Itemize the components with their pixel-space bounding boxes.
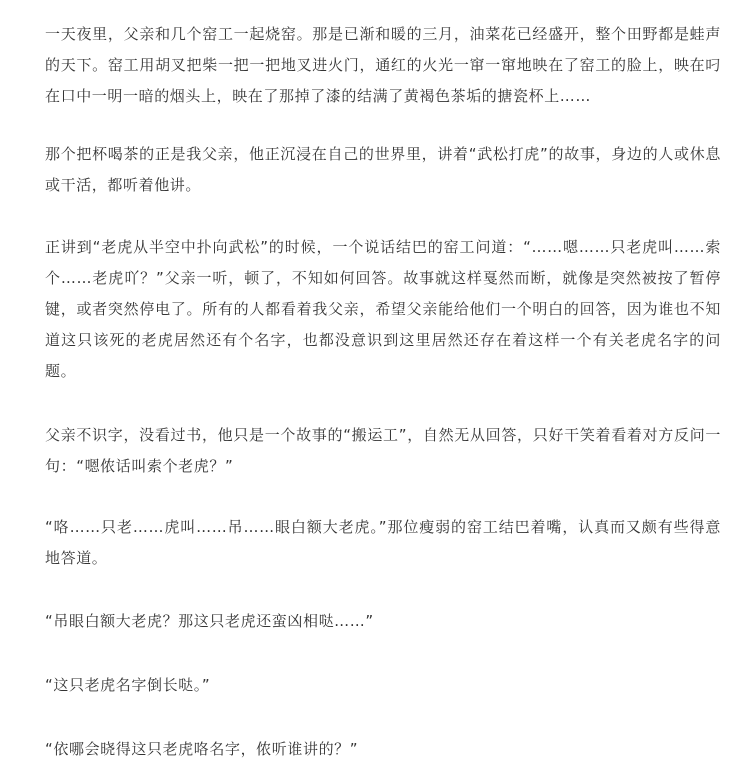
paragraph-dialogue-fierce: “吊眼白额大老虎？那这只老虎还蛮凶相哒……”	[45, 612, 374, 630]
paragraph-dialogue-who-told: “依哪会晓得这只老虎咯名字，侬听谁讲的？”	[45, 740, 359, 758]
paragraph-kiln-night: 一天夜里，父亲和几个窑工一起烧窑。那是已渐和暖的三月，油菜花已经盛开，整个田野都是蛙声的天下。窑工用胡叉把柴一把一把地叉进火门，通红的火光一窜一窜地映在了窑工的脸上，映在叼在口中一明一暗的烟头上，映在了那掉了漆的结满了黄褐色茶垢的搪瓷杯上……	[45, 25, 721, 105]
article-body	[45, 19, 721, 765]
paragraph-father-reply: 父亲不识字，没看过书，他只是一个故事的“搬运工”，自然无从回答，只好干笑着看着对方反问一句：“嗯侬话叫索个老虎？”	[45, 426, 721, 475]
paragraph-father-storytelling: 那个把杯喝茶的正是我父亲，他正沉浸在自己的世界里，讲着“武松打虎”的故事，身边的人或休息或干活，都听着他讲。	[45, 145, 721, 194]
paragraph-worker-answer: “咯……只老……虎叫……吊……眼白额大老虎。”那位瘦弱的窑工结巴着嘴，认真而又颇有些得意地答道。	[45, 518, 721, 567]
paragraph-dialogue-long-name: “这只老虎名字倒长哒。”	[45, 676, 211, 694]
paragraph-tiger-name-question: 正讲到“老虎从半空中扑向武松”的时候，一个说话结巴的窑工问道：“……嗯……只老虎叫……索个……老虎吖？”父亲一听，顿了，不知如何回答。故事就这样戛然而断，就像是突然被按了暂停键，或者突然停电了。所有的人都看着我父亲，希望父亲能给他们一个明白的回答，因为谁也不知道这只该死的老虎居然还有个名字，也都没意识到这里居然还存在着这样一个有关老虎名字的问题。	[45, 238, 721, 380]
